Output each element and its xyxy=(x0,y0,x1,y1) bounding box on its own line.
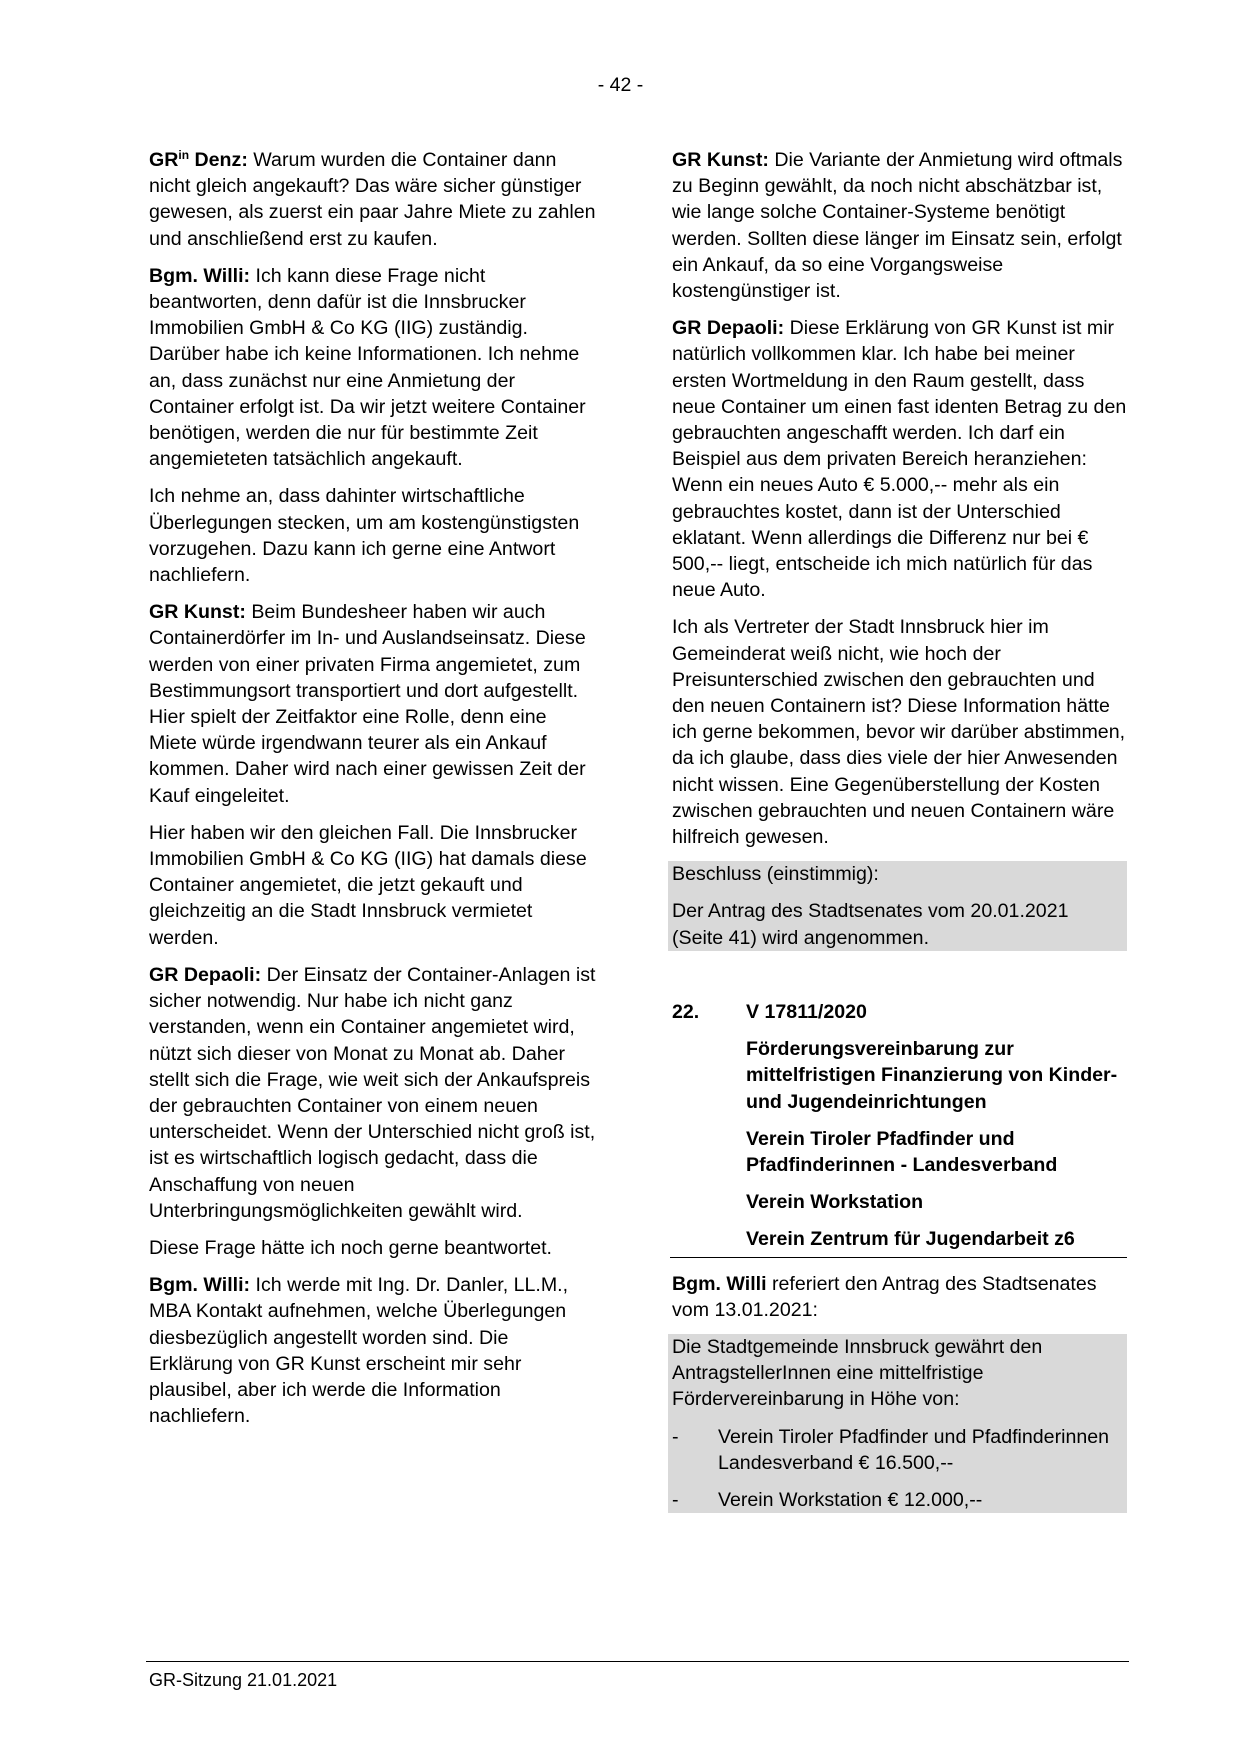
paragraph-willi-3 xyxy=(149,1272,597,1429)
resolution-label: Beschluss (einstimmig): xyxy=(672,863,879,886)
list-item xyxy=(672,1424,1123,1476)
paragraph-text: Ich nehme an, dass dahinter wirtschaftliche Überlegungen stecken, um am kostengünstigsten vorzugehen. Dazu kann ich gerne eine Antwort nachliefern. xyxy=(149,485,580,587)
agenda-item-reference: V 17811/2020 xyxy=(746,1000,867,1023)
paragraph-text: Diese Frage hätte ich noch gerne beantwortet. xyxy=(149,1236,553,1259)
agenda-item-org-2: Verein Workstation xyxy=(746,1191,924,1214)
paragraph-kunst-3 xyxy=(672,147,1127,304)
list-item-text: Verein Workstation € 12.000,-- xyxy=(718,1488,983,1511)
speaker-label: GR Kunst: xyxy=(672,149,769,171)
paragraph-depaoli-2 xyxy=(149,1235,597,1261)
page-number: - 42 - xyxy=(597,74,644,96)
dash-bullet: - xyxy=(672,1425,679,1448)
paragraph-willi-1 xyxy=(149,263,597,473)
paragraph-depaoli-1 xyxy=(149,962,597,1224)
motion-box xyxy=(668,1334,1127,1513)
paragraph-text: Diese Erklärung von GR Kunst ist mir natürlich vollkommen klar. Ich habe bei meiner ersten Wortmeldung in den Raum gestellt, dass neue Container um einen fast identen Betrag zu den gebrauchten angeschafft werden. Ich darf ein Beispiel aus dem privaten Bereich heranziehen: Wenn ein neues Auto € 5.000,-- mehr als ein gebrauchtes kostet, dann ist der Unterschied eklatant. Wenn allerdings die Differenz nur bei € 500,-- liegt, entscheide ich mich natürlich für das neue Auto. xyxy=(672,317,1127,602)
paragraph-text: Hier haben wir den gleichen Fall. Die Innsbrucker Immobilien GmbH & Co KG (IIG) hat damals diese Container angemietet, die jetzt gekauft und gleichzeitig an die Stadt Innsbruck vermietet werden. xyxy=(149,821,587,949)
agenda-item-title: Förderungsvereinbarung zur mittelfristigen Finanzierung von Kinder- und Jugendeinrichtungen xyxy=(746,1038,1118,1113)
paragraph-text: Warum wurden die Container dann nicht gleich angekauft? Das wäre sicher günstiger gewesen, als zuerst ein paar Jahre Miete zu zahlen und anschließend erst zu kaufen. xyxy=(149,149,596,250)
paragraph-denz xyxy=(149,147,597,252)
footer-divider xyxy=(146,1661,1129,1662)
paragraph-depaoli-3 xyxy=(672,315,1127,603)
list-item-text: Verein Tiroler Pfadfinder und Pfadfinderinnen Landesverband € 16.500,-- xyxy=(718,1425,1110,1474)
paragraph-kunst-1 xyxy=(149,599,597,809)
paragraph-report xyxy=(672,1271,1127,1323)
speaker-superscript: in xyxy=(178,148,190,162)
paragraph-text: Beim Bundesheer haben wir auch Containerdörfer im In- und Auslandseinsatz. Diese werden von einer privaten Firma angemietet, zum Bestimmungsort transportiert und dort aufgestellt. Hier spielt der Zeitfaktor eine Rolle, denn eine Miete würde irgendwann teurer als ein Ankauf kommen. Daher wird nach einer gewissen Zeit der Kauf eingeleitet. xyxy=(149,601,586,807)
paragraph-text: Ich als Vertreter der Stadt Innsbruck hier im Gemeinderat weiß nicht, wie hoch der Preisunterschied zwischen den gebrauchten und den neuen Containern ist? Diese Information hätte ich gerne bekommen, bevor wir darüber abstimmen, da ich glaube, dass dies viele der hier Anwesenden nicht wissen. Eine Gegenüberstellung der Kosten zwischen gebrauchten und neuen Containern wäre hilfreich gewesen. xyxy=(672,616,1126,849)
list-item xyxy=(672,1487,1123,1513)
paragraph-text: Die Variante der Anmietung wird oftmals zu Beginn gewählt, da noch nicht abschätzbar ist, wie lange solche Container-Systeme benötigt werden. Sollten diese länger im Einsatz sein, erfolgt ein Ankauf, da so eine Vorgangsweise kostengünstiger ist. xyxy=(672,149,1123,303)
paragraph-depaoli-4 xyxy=(672,614,1127,850)
speaker-label: Bgm. Willi: xyxy=(149,1274,251,1297)
agenda-item-divider xyxy=(670,1257,1127,1258)
resolution-text: Der Antrag des Stadtsenates vom 20.01.2021 (Seite 41) wird angenommen. xyxy=(672,900,1069,949)
paragraph-text: Ich werde mit Ing. Dr. Danler, LL.M., MBA Kontakt aufnehmen, welche Überlegungen diesbezüglich angestellt worden sind. Die Erklärung von GR Kunst erscheint mir sehr plausibel, aber ich werde die Information nachliefern. xyxy=(149,1274,569,1428)
speaker-label: GR Kunst: xyxy=(149,601,246,624)
motion-intro: Die Stadtgemeinde Innsbruck gewährt den AntragstellerInnen eine mittelfristige Fördervereinbarung in Höhe von: xyxy=(672,1335,1043,1411)
right-column xyxy=(672,147,1127,1513)
paragraph-text: Der Einsatz der Container-Anlagen ist sicher notwendig. Nur habe ich nicht ganz verstanden, wenn ein Container angemietet wird, nützt sich dieser von Monat zu Monat ab. Daher stellt sich die Frage, wie weit sich der Ankaufspreis der gebrauchten Container von einem neuen unterscheidet. Wenn der Unterschied nicht groß ist, ist es wirtschaftlich logisch gedacht, dass die Anschaffung von neuen Unterbringungsmöglichkeiten gewählt wird. xyxy=(149,963,596,1222)
speaker-label: Bgm. Willi xyxy=(672,1272,767,1295)
paragraph-text: referiert den Antrag des Stadtsenates vom 13.01.2021: xyxy=(672,1272,1097,1321)
speaker-label: $GR^{in}$ Denz: xyxy=(149,148,248,171)
dash-bullet: - xyxy=(672,1488,679,1511)
paragraph-text: Ich kann diese Frage nicht beantworten, denn dafür ist die Innsbrucker Immobilien GmbH & Co KG (IIG) zuständig. Darüber habe ich keine Informationen. Ich nehme an, dass zunächst nur eine Anmietung der Container erfolgt ist. Da wir jetzt weitere Container benötigen, werden die nur für bestimmte Zeit angemieteten tatsächlich angekauft. xyxy=(149,264,586,471)
agenda-item-org-3: Verein Zentrum für Jugendarbeit z6 xyxy=(746,1228,1075,1251)
paragraph-kunst-2 xyxy=(149,820,597,951)
agenda-item-body xyxy=(746,999,1127,1253)
paragraph-willi-2 xyxy=(149,483,597,588)
left-column xyxy=(149,147,597,1440)
agenda-item-header xyxy=(672,999,1127,1253)
footer-text: GR-Sitzung 21.01.2021 xyxy=(149,1670,338,1690)
agenda-item-number: 22. xyxy=(672,1000,700,1023)
agenda-item-org-1: Verein Tiroler Pfadfinder und Pfadfinderinnen - Landesverband xyxy=(746,1127,1058,1176)
speaker-label: Bgm. Willi: xyxy=(149,264,251,287)
speaker-label: GR Depaoli: xyxy=(149,963,262,986)
speaker-label: GR Depaoli: xyxy=(672,317,785,340)
resolution-box xyxy=(668,861,1127,951)
